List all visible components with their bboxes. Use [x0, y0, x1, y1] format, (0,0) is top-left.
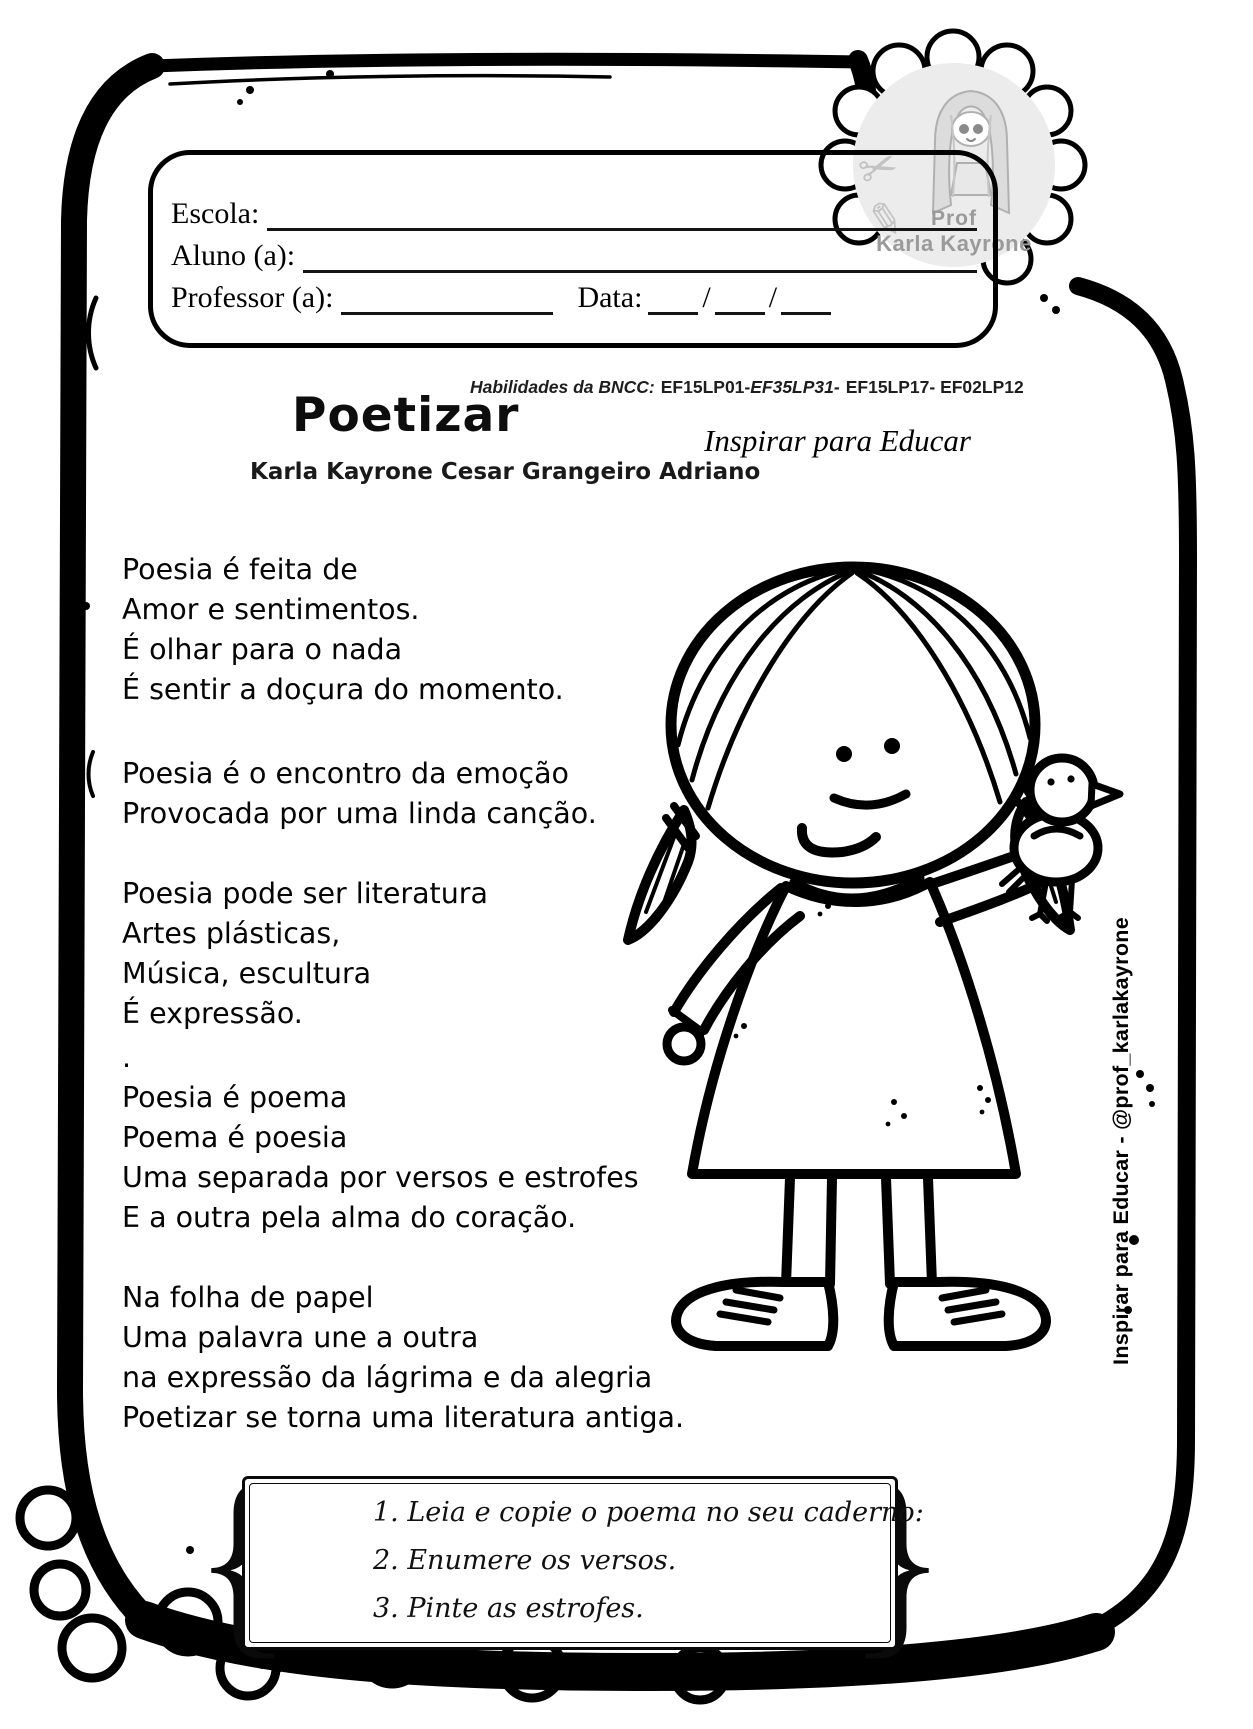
slogan-text: Inspirar para Educar: [704, 423, 971, 458]
teacher-date-row: [171, 275, 977, 315]
poem-author: Karla Kayrone Cesar Grangeiro Adriano: [250, 459, 761, 485]
poem-stanza-2: [122, 754, 597, 834]
poem-stanza-1: [122, 550, 564, 710]
logo-text-name: Karla Kayrone: [876, 231, 1032, 256]
teacher-blank-line: [341, 278, 553, 315]
scissors-icon: ✂: [851, 136, 905, 200]
instruction-item: 2. Enumere os versos.: [373, 1545, 677, 1576]
date-month-blank: [715, 278, 765, 315]
poem-line: É sentir a doçura do momento.: [122, 673, 564, 706]
date-separator: /: [702, 281, 711, 314]
poem-line: na expressão da lágrima e da alegria: [122, 1361, 653, 1394]
student-blank-line: [303, 236, 977, 273]
poem-line: Poetizar se torna uma literatura antiga.: [122, 1401, 685, 1434]
poem-line: Uma separada por versos e estrofes: [122, 1161, 639, 1194]
bncc-code-1: EF15LP01-: [660, 377, 751, 397]
instructions-frame: [242, 1476, 924, 1650]
poem-line: .: [122, 1041, 132, 1074]
poem-line: Poesia é poema: [122, 1081, 348, 1114]
pencil-icon: ✎: [862, 191, 909, 250]
date-label: Data:: [577, 281, 643, 314]
school-blank-line: [267, 194, 977, 231]
teacher-label: Professor (a):: [171, 281, 334, 314]
date-day-blank: [648, 278, 698, 315]
poem-line: Música, escultura: [122, 957, 372, 990]
instruction-item: 3. Pinte as estrofes.: [373, 1593, 644, 1624]
bncc-label: Habilidades da BNCC:: [470, 377, 655, 397]
poem-line: Amor e sentimentos.: [122, 593, 420, 626]
left-pigtail: [628, 806, 696, 940]
poem-line: Poema é poesia: [122, 1121, 348, 1154]
student-row: [171, 233, 977, 273]
page-title: Poetizar: [292, 388, 520, 443]
poem-line: Na folha de papel: [122, 1281, 374, 1314]
school-label: Escola:: [171, 197, 260, 230]
poem-stray-dot: [122, 1038, 131, 1078]
date-year-blank: [781, 278, 831, 315]
poem-line: E a outra pela alma do coração.: [122, 1201, 577, 1234]
poem-stanza-4: [122, 1078, 639, 1238]
right-shoe: [889, 1282, 1046, 1346]
bncc-codes-3: EF15LP17- EF02LP12: [845, 377, 1024, 397]
poem-line: É olhar para o nada: [122, 633, 403, 666]
left-shoe: [676, 1282, 833, 1346]
school-row: [171, 191, 977, 231]
bncc-code-2: EF35LP31-: [750, 377, 840, 397]
poem-line: É expressão.: [122, 997, 303, 1030]
legs: [786, 1178, 932, 1284]
vertical-credit-text: Inspirar para Educar - @prof_karlakayrone: [1108, 917, 1133, 1365]
poem-line: Poesia é feita de: [122, 553, 358, 586]
poem-line: Poesia pode ser literatura: [122, 877, 488, 910]
poem-line: Provocada por uma linda canção.: [122, 797, 597, 830]
date-separator: /: [768, 281, 778, 314]
student-label: Aluno (a):: [171, 239, 296, 272]
girl-head: [671, 567, 1035, 883]
instruction-item: 1. Leia e copie o poema no seu caderno:: [373, 1497, 924, 1528]
poem-line: Artes plásticas,: [122, 917, 341, 950]
poem-line: Uma palavra une a outra: [122, 1321, 479, 1354]
poem-line: Poesia é o encontro da emoção: [122, 757, 569, 790]
poem-stanza-3: [122, 874, 488, 1034]
bncc-skills-line: [470, 377, 1024, 398]
girl-with-bird-illustration: [588, 540, 1133, 1370]
instructions-box: [198, 1468, 942, 1664]
logo-text-prof: Prof: [931, 207, 977, 230]
